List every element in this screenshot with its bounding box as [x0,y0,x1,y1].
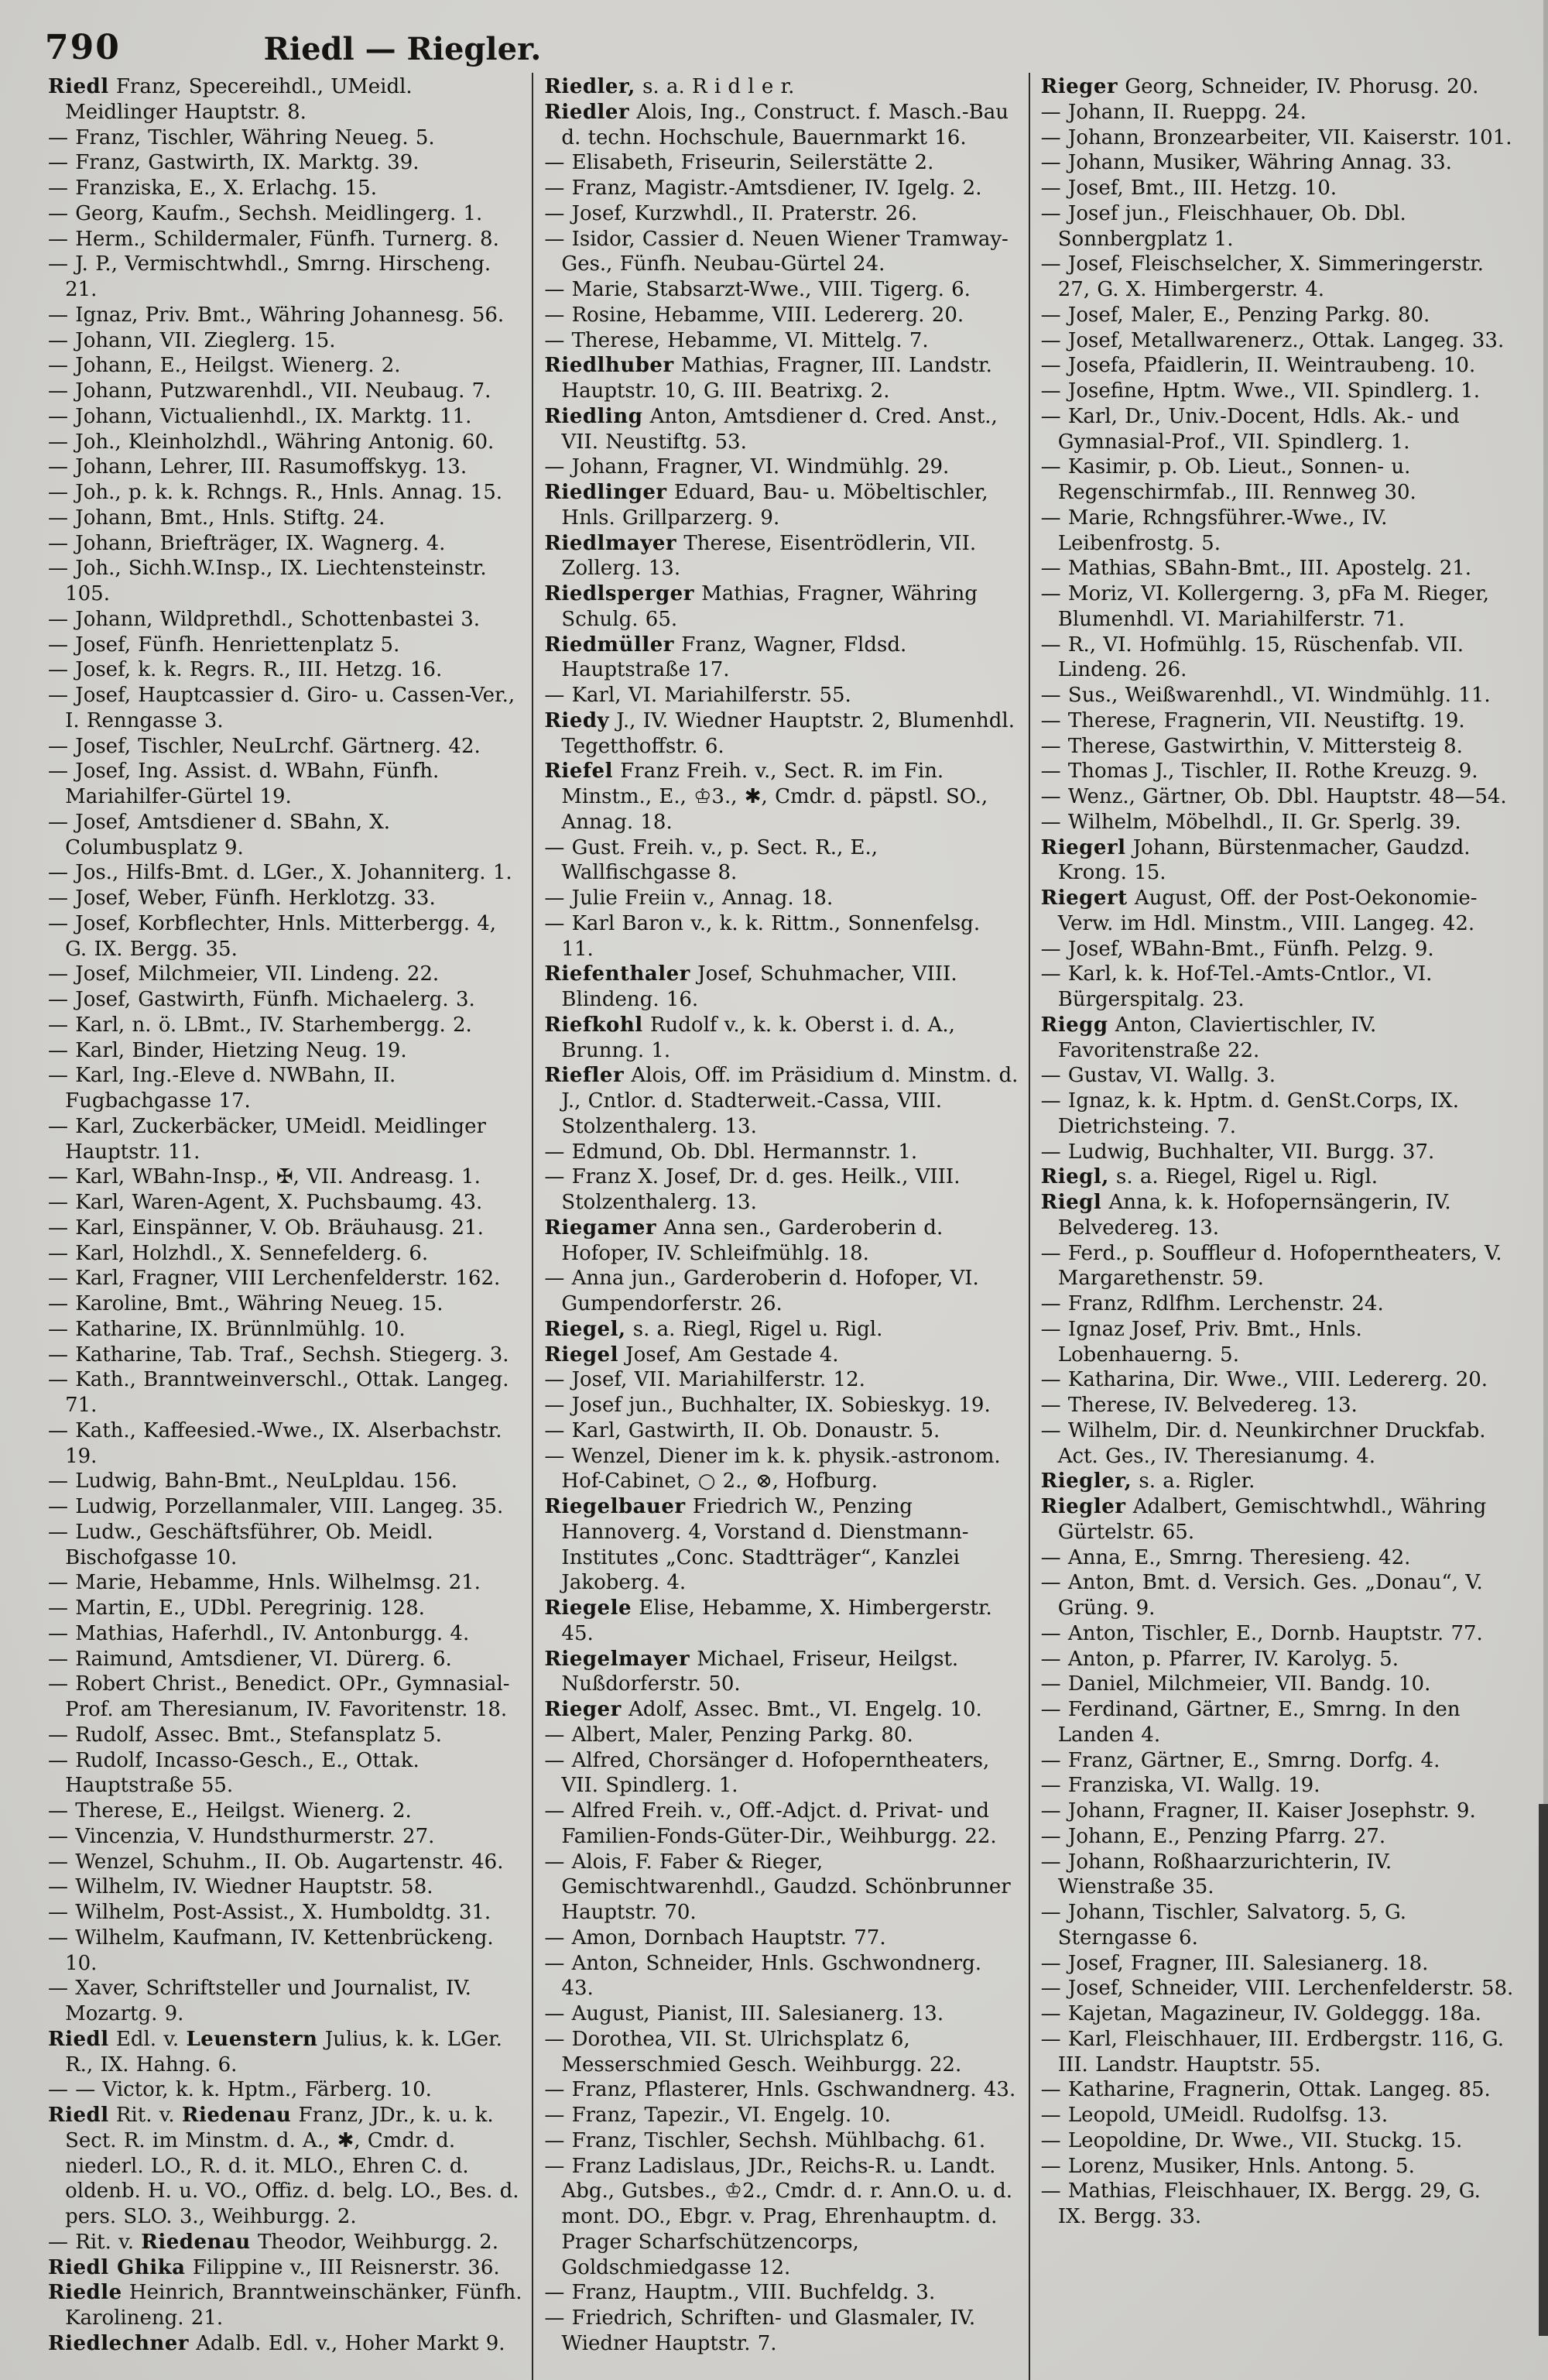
directory-entry: — Wilhelm, Post-Assist., X. Humboldtg. 31. [48,1901,491,1924]
surname-bold: Riedenau [181,2104,292,2127]
directory-entry: — Franz, Tischler, Sechsh. Mühlbachg. 61. [544,2128,986,2152]
directory-entry: — Marie, Stabsarzt-Wwe., VIII. Tigerg. 6. [544,278,971,301]
page-number: 790 [45,28,121,67]
directory-entry: — Franz X. Josef, Dr. d. ges. Heilk., VIII. Stolzenthalerg. 13. [544,1165,961,1214]
directory-entry: — Josef, Bmt., III. Hetzg. 10. [1040,177,1337,200]
directory-entry: Rieger Adolf, Assec. Bmt., VI. Engelg. 10. [544,1698,982,1721]
directory-entry: — Johann, Fragner, VI. Windmühlg. 29. [544,455,950,479]
directory-entry: — Katharine, Tab. Traf., Sechsh. Stiegerg. 3. [48,1343,509,1367]
surname-bold: Riefler [544,1064,625,1088]
directory-entry: Riedmüller Franz, Wagner, Fldsd. Hauptstraße 17. [544,633,907,682]
directory-entry: — Josef, Fragner, III. Salesianerg. 18. [1040,1951,1429,1975]
directory-entry: — Ferdinand, Gärtner, E., Smrng. In den Landen 4. [1040,1698,1461,1747]
directory-entry: — Johann, Fragner, II. Kaiser Josephstr. 9. [1040,1799,1476,1823]
surname-bold: Riegelmayer [544,1647,690,1671]
directory-entry: — Mathias, Haferhdl., IV. Antonburgg. 4. [48,1621,470,1645]
directory-entry: — Kath., Branntweinverschl., Ottak. Langeg. 71. [48,1368,509,1417]
directory-entry: — Karl, Zuckerbäcker, UMeidl. Meidlinger Hauptstr. 11. [48,1114,486,1164]
surname-bold: Riegl, [1040,1165,1109,1189]
directory-entry: — Isidor, Cassier d. Neuen Wiener Tramway-Ges., Fünfh. Neubau-Gürtel 24. [544,227,1009,276]
directory-entry: — Franz Ladislaus, JDr., Reichs-R. u. Landt. Abg., Gutsbes., ♔2., Cmdr. d. r. Ann.O. u. d. mont. DO., Ebgr. v. Prag, Ehrenhauptm. d. Prager Scharfschützencorps, Goldschmiedgasse 12. [544,2154,1012,2279]
surname-bold: Riegler, [1040,1469,1132,1494]
page-title: Riedl — Riegler. [263,31,542,67]
directory-entry: — Katharine, IX. Brünnlmühlg. 10. [48,1317,406,1341]
surname-bold: Riefenthaler [544,962,690,986]
directory-entry: — Johann, Victualienhdl., IX. Marktg. 11. [48,404,472,428]
surname-bold: Riegerl [1040,835,1126,859]
directory-entry: Riefenthaler Josef, Schuhmacher, VIII. Blindeng. 16. [544,962,957,1011]
surname-bold: Riegelbauer [544,1495,686,1518]
directory-entry: Riegel, s. a. Riegl, Rigel u. Rigl. [544,1317,883,1341]
directory-entry: — Franz, Gärtner, E., Smrng. Dorfg. 4. [1040,1748,1440,1772]
directory-entry: — Mathias, Fleischhauer, IX. Bergg. 29, G. IX. Bergg. 33. [1040,2179,1481,2228]
surname-bold: Riefkohl [544,1013,643,1037]
scan-edge-artifact [1543,0,1548,1804]
page-header [0,0,1548,68]
directory-entry: — Josef, Fleischselcher, X. Simmeringerstr. 27, G. X. Himbergerstr. 4. [1040,252,1484,301]
directory-columns [37,73,1525,2380]
directory-entry: — Jos., Hilfs-Bmt. d. LGer., X. Johanniterg. 1. [48,861,512,885]
surname-bold: Riedl [48,2104,109,2127]
directory-entry: — Josef, Metallwarenerz., Ottak. Langeg. 33. [1040,328,1505,352]
directory-entry: Riegelbauer Friedrich W., Penzing Hannoverg. 4, Vorstand d. Dienstmann-Institutes „Conc. Stadtträger“, Kanzlei Jakoberg. 4. [544,1495,969,1595]
surname-bold: Riedy [544,708,610,732]
directory-entry: — Dorothea, VII. St. Ulrichsplatz 6, Messerschmied Gesch. Weihburgg. 22. [544,2027,962,2076]
directory-entry: — Karl, Gastwirth, II. Ob. Donaustr. 5. [544,1418,940,1442]
directory-entry: — Karl, Fragner, VIII Lerchenfelderstr. 162. [48,1267,501,1291]
directory-entry: — Ferd., p. Souffleur d. Hofoperntheaters, V. Margarethenstr. 59. [1040,1241,1502,1291]
directory-entry: — Josef, Milchmeier, VII. Lindeng. 22. [48,962,440,986]
surname-bold: Riedenau [141,2230,251,2254]
surname-bold: Riegel, [544,1317,626,1341]
surname-bold: Leuenstern [186,2027,318,2051]
directory-entry: — Rudolf, Assec. Bmt., Stefansplatz 5. [48,1723,442,1747]
directory-entry: — Johann, E., Penzing Pfarrg. 27. [1040,1824,1386,1848]
directory-entry: Riegert August, Off. der Post-Oekonomie-Verw. im Hdl. Minstm., VIII. Langeg. 42. [1040,886,1478,935]
directory-entry: — Josefa, Pfaidlerin, II. Weintraubeng. 10. [1040,354,1476,378]
directory-entry: — Johann, Bronzearbeiter, VII. Kaiserstr. 101. [1040,125,1512,149]
directory-entry: — Therese, Gastwirthin, V. Mittersteig 8. [1040,734,1463,758]
directory-entry: — Franz, Tapezir., VI. Engelg. 10. [544,2104,891,2127]
directory-entry: — Karoline, Bmt., Währing Neueg. 15. [48,1292,444,1315]
directory-entry: — Kasimir, p. Ob. Lieut., Sonnen- u. Regenschirmfab., III. Rennweg 30. [1040,455,1416,504]
directory-entry: — Georg, Kaufm., Sechsh. Meidlingerg. 1. [48,201,483,225]
directory-entry: Riegl, s. a. Riegel, Rigel u. Rigl. [1040,1165,1378,1189]
directory-entry: — Therese, E., Heilgst. Wienerg. 2. [48,1799,412,1823]
column-3 [1029,73,1525,2380]
directory-entry: — Leopoldine, Dr. Wwe., VII. Stuckg. 15. [1040,2128,1463,2152]
directory-entry: Riedlhuber Mathias, Fragner, III. Landstr. Hauptstr. 10, G. III. Beatrixg. 2. [544,354,992,403]
directory-entry: — Josef, Weber, Fünfh. Herklotzg. 33. [48,886,436,910]
directory-entry: — Raimund, Amtsdiener, VI. Dürerg. 6. [48,1647,452,1671]
directory-entry: — Josef, Kurzwhdl., II. Praterstr. 26. [544,201,918,225]
directory-entry: — Josef, Fünfh. Henriettenplatz 5. [48,633,400,657]
directory-entry: — Karl, Einspänner, V. Ob. Bräuhausg. 21. [48,1216,484,1240]
directory-entry: — Joh., Kleinholzhdl., Währing Antonig. 60. [48,430,495,454]
directory-entry: — Marie, Hebamme, Hnls. Wilhelmsg. 21. [48,1571,481,1595]
directory-entry: Riedy J., IV. Wiedner Hauptstr. 2, Blumenhdl. Tegetthoffstr. 6. [544,708,1015,758]
directory-entry: — Therese, IV. Belvedereg. 13. [1040,1394,1358,1417]
directory-entry: — Julie Freiin v., Annag. 18. [544,886,834,910]
directory-entry: — Franz, Gastwirth, IX. Marktg. 39. [48,151,420,175]
directory-entry: — Karl, Dr., Univ.-Docent, Hdls. Ak.- und Gymnasial-Prof., VII. Spindlerg. 1. [1040,404,1460,454]
directory-entry: Riedlmayer Therese, Eisentrödlerin, VII. Zollerg. 13. [544,531,977,581]
directory-entry: — Ludwig, Porzellanmaler, VIII. Langeg. 35. [48,1495,504,1518]
directory-entry: — Johann, Putzwarenhdl., VII. Neubaug. 7. [48,379,491,403]
directory-entry: — Franz, Tischler, Währing Neueg. 5. [48,125,435,149]
directory-entry: — Thomas J., Tischler, II. Rothe Kreuzg. 9. [1040,760,1478,784]
directory-entry: — Friedrich, Schriften- und Glasmaler, IV. Wiedner Hauptstr. 7. [544,2306,976,2355]
directory-entry: Riefler Alois, Off. im Präsidium d. Minstm. d. J., Cntlor. d. Stadterweit.-Cassa, VIII. Stolzenthalerg. 13. [544,1064,1019,1138]
directory-entry: — Lorenz, Musiker, Hnls. Antong. 5. [1040,2154,1415,2178]
directory-entry: — Franziska, VI. Wallg. 19. [1040,1774,1320,1798]
directory-entry: — Alfred, Chorsänger d. Hofoperntheaters, VII. Spindlerg. 1. [544,1748,990,1798]
directory-entry: — R., VI. Hofmühlg. 15, Rüschenfab. VII. Lindeng. 26. [1040,633,1464,682]
directory-entry: — Karl, Binder, Hietzing Neug. 19. [48,1038,407,1062]
directory-entry: — Josef, Tischler, NeuLrchf. Gärtnerg. 42. [48,734,481,758]
directory-entry: — Johann, E., Heilgst. Wienerg. 2. [48,354,401,378]
directory-entry: — Anna, E., Smrng. Theresieng. 42. [1040,1545,1411,1569]
directory-entry: — Wilhelm, Kaufmann, IV. Kettenbrückeng. 10. [48,1926,494,1975]
surname-bold: Riedlmayer [544,531,677,555]
directory-entry: — Franz, Hauptm., VIII. Buchfeldg. 3. [544,2281,936,2305]
surname-bold: Riedlhuber [544,354,674,378]
surname-bold: Riedler [544,100,630,124]
directory-entry: — Robert Christ., Benedict. OPr., Gymnasial-Prof. am Theresianum, IV. Favoritenstr. 18. [48,1672,510,1721]
directory-entry: — Xaver, Schriftsteller und Journalist, IV. Mozartg. 9. [48,1977,471,2025]
directory-entry: — Josefine, Hptm. Wwe., VII. Spindlerg. 1. [1040,379,1480,403]
directory-entry: — Wenz., Gärtner, Ob. Dbl. Hauptstr. 48—54. [1040,785,1507,808]
directory-entry: — Edmund, Ob. Dbl. Hermannstr. 1. [544,1140,918,1164]
directory-entry: — Martin, E., UDbl. Peregrinig. 128. [48,1596,425,1620]
directory-entry: — Kath., Kaffeesied.-Wwe., IX. Alserbachstr. 19. [48,1418,502,1468]
directory-entry: — J. P., Vermischtwhdl., Smrng. Hirscheng. 21. [48,252,491,301]
directory-entry: — Wenzel, Diener im k. k. physik.-astronom. Hof-Cabinet, ○ 2., ⊗, Hofburg. [544,1444,1001,1494]
directory-entry: — Ignaz Josef, Priv. Bmt., Hnls. Lobenhauerng. 5. [1040,1317,1362,1367]
directory-entry: — Alois, F. Faber & Rieger, Gemischtwarenhdl., Gaudzd. Schönbrunner Hauptstr. 70. [544,1850,1011,1924]
directory-entry: Riegler Adalbert, Gemischtwhdl., Währing Gürtelstr. 65. [1040,1495,1487,1544]
directory-entry: — Karl, Holzhdl., X. Sennefelderg. 6. [48,1241,429,1265]
directory-entry: — Leopold, UMeidl. Rudolfsg. 13. [1040,2104,1389,2127]
directory-entry: — Kajetan, Magazineur, IV. Goldeggg. 18a. [1040,2002,1481,2025]
directory-entry: Riedl Rit. v. Riedenau Franz, JDr., k. u. k. Sect. R. im Minstm. d. A., ✱, Cmdr. d. niederl. LO., R. d. it. MLO., Ehren C. d. oldenb. H. u. VO., Offiz. d. belg. LO., Bes. d. pers. SLO. 3., Weihburgg. 2. [48,2104,519,2228]
directory-entry: — Josef, Ing. Assist. d. WBahn, Fünfh. Mariahilfer-Gürtel 19. [48,760,440,808]
directory-entry: — Ludwig, Buchhalter, VII. Burgg. 37. [1040,1140,1435,1164]
directory-entry: — Anton, p. Pfarrer, IV. Karolyg. 5. [1040,1647,1399,1671]
surname-bold: Riedlechner [48,2331,190,2355]
directory-entry: Riegg Anton, Claviertischler, IV. Favoritenstraße 22. [1040,1013,1377,1062]
directory-entry: — Karl, Waren-Agent, X. Puchsbaumg. 43. [48,1191,483,1214]
surname-bold: Riedmüller [544,633,674,657]
directory-entry: — Johann, Wildprethdl., Schottenbastei 3. [48,607,481,631]
surname-bold: Riegele [544,1596,632,1620]
surname-bold: Riedl [48,75,109,98]
directory-entry: — Anna jun., Garderoberin d. Hofoper, VI. Gumpendorferstr. 26. [544,1267,979,1315]
scan-edge-artifact [1539,1804,1548,2336]
directory-entry: Riedl Franz, Specereihdl., UMeidl. Meidlinger Hauptstr. 8. [48,75,413,124]
directory-entry: — Ludwig, Bahn-Bmt., NeuLpldau. 156. [48,1469,457,1494]
directory-entry: — Therese, Fragnerin, VII. Neustiftg. 19. [1040,708,1465,732]
directory-entry: Riegamer Anna sen., Garderoberin d. Hofoper, IV. Schleifmühlg. 18. [544,1216,944,1265]
directory-entry: — Joh., p. k. k. Rchngs. R., Hnls. Annag. 15. [48,481,503,504]
directory-entry: — Josef jun., Fleischhauer, Ob. Dbl. Sonnbergplatz 1. [1040,201,1406,251]
surname-bold: Rieger [544,1698,622,1721]
surname-bold: Riedlinger [544,481,667,504]
directory-entry: — Johann, Musiker, Währing Annag. 33. [1040,151,1452,175]
directory-entry: Riedlechner Adalb. Edl. v., Hoher Markt 9. [48,2331,505,2355]
directory-entry: — Gust. Freih. v., p. Sect. R., E., Wallfischgasse 8. [544,835,878,885]
directory-entry: — Karl, VI. Mariahilferstr. 55. [544,684,851,707]
surname-bold: Riegg [1040,1013,1108,1037]
directory-entry: — Rit. v. Riedenau Theodor, Weihburgg. 2. [48,2230,498,2254]
directory-entry: — Johann, II. Rueppg. 24. [1040,100,1307,124]
directory-entry: — Karl, WBahn-Insp., ✠, VII. Andreasg. 1. [48,1165,481,1189]
surname-bold: Riegl [1040,1191,1102,1214]
directory-entry: — Johann, Briefträger, IX. Wagnerg. 4. [48,531,446,555]
directory-entry: — Alfred Freih. v., Off.-Adjct. d. Privat- und Familien-Fonds-Güter-Dir., Weihburgg. 22. [544,1799,997,1848]
directory-entry: — Katharine, Fragnerin, Ottak. Langeg. 85. [1040,2078,1491,2102]
directory-entry: — Josef jun., Buchhalter, IX. Sobieskyg. 19. [544,1394,991,1417]
directory-entry: — Karl Baron v., k. k. Rittm., Sonnenfelsg. 11. [544,911,981,961]
directory-entry: — Johann, Tischler, Salvatorg. 5, G. Sterngasse 6. [1040,1901,1407,1950]
surname-bold: Riegert [1040,886,1128,910]
directory-entry: — Rosine, Hebamme, VIII. Ledererg. 20. [544,303,964,327]
surname-bold: Riedl [48,2027,109,2051]
column-1 [37,73,532,2380]
directory-entry: — Anton, Schneider, Hnls. Gschwondnerg. 43. [544,1951,981,2001]
surname-bold: Riefel [544,760,613,784]
directory-entry: Riegler, s. a. Rigler. [1040,1469,1255,1494]
directory-entry: — Josef, Amtsdiener d. SBahn, X. Columbusplatz 9. [48,810,391,859]
directory-entry: Riegerl Johann, Bürstenmacher, Gaudzd. Krong. 15. [1040,835,1471,885]
directory-entry: — Josef, Korbflechter, Hnls. Mitterbergg. 4, G. IX. Bergg. 35. [48,911,497,961]
directory-entry: — Franz, Rdlfhm. Lerchenstr. 24. [1040,1292,1384,1315]
directory-entry: — Rudolf, Incasso-Gesch., E., Ottak. Hauptstraße 55. [48,1748,420,1798]
surname-bold: Riedler, [544,75,635,98]
directory-entry: — Amon, Dornbach Hauptstr. 77. [544,1926,886,1950]
directory-entry: — Albert, Maler, Penzing Parkg. 80. [544,1723,913,1747]
directory-entry: Riegel Josef, Am Gestade 4. [544,1343,839,1367]
directory-entry: — Josef, Schneider, VIII. Lerchenfelderstr. 58. [1040,1977,1514,2001]
directory-entry: — Joh., Sichh.W.Insp., IX. Liechtensteinstr. 105. [48,557,487,605]
directory-entry: — Therese, Hebamme, VI. Mittelg. 7. [544,328,929,352]
directory-entry: — Josef, Hauptcassier d. Giro- u. Cassen-Ver., I. Renngasse 3. [48,684,515,732]
directory-entry: — Karl, k. k. Hof-Tel.-Amts-Cntlor., VI. Bürgerspitalg. 23. [1040,962,1433,1011]
directory-entry: — Vincenzia, V. Hundsthurmerstr. 27. [48,1824,435,1848]
directory-entry: — Franz, Pflasterer, Hnls. Gschwandnerg. 43. [544,2078,1016,2102]
directory-entry: — Wilhelm, IV. Wiedner Hauptstr. 58. [48,1875,433,1899]
surname-bold: Rieger [1040,75,1118,98]
directory-entry: — Anton, Bmt. d. Versich. Ges. „Donau“, V. Grüng. 9. [1040,1571,1483,1620]
directory-entry: — Josef, k. k. Regrs. R., III. Hetzg. 16. [48,658,443,682]
directory-entry: — Johann, Bmt., Hnls. Stiftg. 24. [48,506,385,530]
directory-entry: — Josef, WBahn-Bmt., Fünfh. Pelzg. 9. [1040,937,1434,961]
surname-bold: Riegler [1040,1495,1126,1518]
directory-entry: — Marie, Rchngsführer.-Wwe., IV. Leibenfrostg. 5. [1040,506,1388,555]
surname-bold: Riegel [544,1343,618,1367]
directory-entry: — Josef, Maler, E., Penzing Parkg. 80. [1040,303,1430,327]
directory-entry: Riedler, s. a. R i d l e r. [544,75,795,98]
surname-bold: Riegamer [544,1216,657,1240]
surname-bold: Riedling [544,404,643,428]
surname-bold: Riedl Ghika [48,2255,186,2279]
directory-entry: — Wenzel, Schuhm., II. Ob. Augartenstr. 46. [48,1850,504,1874]
directory-entry: Riedlsperger Mathias, Fragner, Währing Schulg. 65. [544,582,978,631]
directory-entry: Riedle Heinrich, Branntweinschänker, Fünfh. Karolineng. 21. [48,2281,522,2330]
directory-entry: — Moriz, VI. Kollergerng. 3, pFa M. Rieger, Blumenhdl. VI. Mariahilferstr. 71. [1040,582,1489,631]
directory-entry: — Daniel, Milchmeier, VII. Bandg. 10. [1040,1672,1431,1696]
directory-entry: Riedl Edl. v. Leuenstern Julius, k. k. LGer. R., IX. Hahng. 6. [48,2027,502,2076]
directory-entry: — Karl, Ing.-Eleve d. NWBahn, II. Fugbachgasse 17. [48,1064,396,1113]
directory-entry: — — Victor, k. k. Hptm., Färberg. 10. [48,2078,432,2102]
directory-entry: Riefkohl Rudolf v., k. k. Oberst i. d. A., Brunng. 1. [544,1013,955,1062]
directory-entry: — Josef, VII. Mariahilferstr. 12. [544,1368,865,1392]
directory-entry: Rieger Georg, Schneider, IV. Phorusg. 20. [1040,75,1479,98]
directory-entry: — Josef, Gastwirth, Fünfh. Michaelerg. 3. [48,988,475,1011]
directory-entry: — Wilhelm, Dir. d. Neunkirchner Druckfab. Act. Ges., IV. Theresianumg. 4. [1040,1418,1486,1468]
directory-entry: — Franziska, E., X. Erlachg. 15. [48,177,377,200]
directory-entry: — Herm., Schildermaler, Fünfh. Turnerg. 8. [48,227,499,251]
directory-entry: — Mathias, SBahn-Bmt., III. Apostelg. 21. [1040,557,1472,581]
directory-entry: Riegelmayer Michael, Friseur, Heilgst. Nußdorferstr. 50. [544,1647,959,1696]
directory-entry: — Johann, VII. Zieglerg. 15. [48,328,336,352]
directory-entry: — August, Pianist, III. Salesianerg. 13. [544,2002,944,2025]
directory-entry: Riegele Elise, Hebamme, X. Himbergerstr. 45. [544,1596,992,1645]
directory-entry: Riedling Anton, Amtsdiener d. Cred. Anst., VII. Neustiftg. 53. [544,404,998,454]
directory-entry: — Johann, Roßhaarzurichterin, IV. Wienstraße 35. [1040,1850,1392,1899]
directory-entry: — Karl, Fleischhauer, III. Erdbergstr. 116, G. III. Landstr. Hauptstr. 55. [1040,2027,1504,2076]
directory-entry: Riefel Franz Freih. v., Sect. R. im Fin. Minstm., E., ♔3., ✱, Cmdr. d. päpstl. SO., Annag. 18. [544,760,988,834]
surname-bold: Riedle [48,2281,122,2305]
directory-entry: — Gustav, VI. Wallg. 3. [1040,1064,1276,1088]
directory-entry: — Ludw., Geschäftsführer, Ob. Meidl. Bischofgasse 10. [48,1520,433,1569]
directory-entry: — Franz, Magistr.-Amtsdiener, IV. Igelg. 2. [544,177,982,200]
directory-entry: Riedlinger Eduard, Bau- u. Möbeltischler, Hnls. Grillparzerg. 9. [544,481,988,530]
directory-entry: — Katharina, Dir. Wwe., VIII. Ledererg. 20. [1040,1368,1488,1392]
surname-bold: Riedlsperger [544,582,694,605]
directory-entry: — Elisabeth, Friseurin, Seilerstätte 2. [544,151,934,175]
directory-entry: — Ignaz, k. k. Hptm. d. GenSt.Corps, IX. Dietrichsteing. 7. [1040,1089,1459,1138]
directory-entry: Riegl Anna, k. k. Hofopernsängerin, IV. Belvedereg. 13. [1040,1191,1451,1240]
directory-entry: Riedler Alois, Ing., Construct. f. Masch.-Bau d. techn. Hochschule, Bauernmarkt 16. [544,100,1009,149]
directory-entry: — Karl, n. ö. LBmt., IV. Starhembergg. 2. [48,1013,472,1037]
directory-entry: — Sus., Weißwarenhdl., VI. Windmühlg. 11. [1040,684,1491,707]
column-2 [532,73,1028,2380]
directory-entry: Riedl Ghika Filippine v., III Reisnerstr. 36. [48,2255,500,2279]
directory-entry: — Anton, Tischler, E., Dornb. Hauptstr. 77. [1040,1621,1483,1645]
directory-entry: — Wilhelm, Möbelhdl., II. Gr. Sperlg. 39. [1040,810,1461,834]
directory-entry: — Johann, Lehrer, III. Rasumoffskyg. 13. [48,455,467,479]
directory-entry: — Ignaz, Priv. Bmt., Währing Johannesg. 56. [48,303,505,327]
